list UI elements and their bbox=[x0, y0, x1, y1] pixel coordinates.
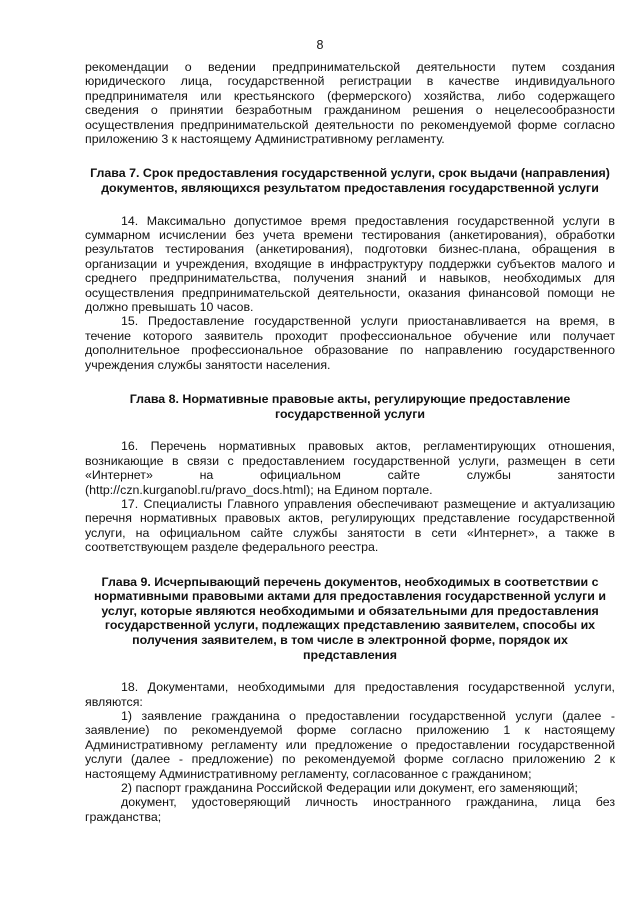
paragraph-18: 18. Документами, необходимыми для предоставления государственной услуги, являются: bbox=[85, 680, 615, 709]
chapter-9-heading: Глава 9. Исчерпывающий перечень документов, необходимых в соответствии с нормативными правовыми актами для предоставления государственной услуги и услуг, которые являются необходимыми и обязательными для предоставления государственной услуги, подлежащих представлению заявителем, способы их получения заявителем, в том числе в электронной форме, порядок их представления bbox=[94, 574, 606, 662]
paragraph-16: 16. Перечень нормативных правовых актов, регламентирующих отношения, возникающие в связи с предоставлением государственной услуги, размещен в сети «Интернет» на официальном сайте службы занятости (http://czn.kurganobl.ru/pravo_docs.html); на Едином портале. bbox=[85, 439, 615, 497]
paragraph-continuation: рекомендации о ведении предпринимательской деятельности путем создания юридического лица, государственной регистрации в качестве индивидуального предпринимателя или крестьянского (фермерского) хозяйства, либо содержащего сведения о принятии безработным гражданином решения о нецелесообразности осуществления предпринимательской деятельности по рекомендуемой форме согласно приложению 3 к настоящему Административному регламенту. bbox=[85, 60, 615, 147]
page-number: 8 bbox=[316, 38, 324, 52]
document-body bbox=[85, 60, 615, 824]
list-item-1: 1) заявление гражданина о предоставлении государственной услуги (далее - заявление) по рекомендуемой форме согласно приложению 1 к настоящему Административному регламенту или предложение о предоставлении государственной услуги (далее - предложение) по рекомендуемой форме согласно приложению 2 к настоящему Административному регламенту, согласованное с гражданином; bbox=[85, 708, 615, 781]
chapter-7-heading: Глава 7. Срок предоставления государственной услуги, срок выдачи (направления) документов, являющихся результатом предоставления государственной услуги bbox=[90, 166, 610, 196]
paragraph-17: 17. Специалисты Главного управления обеспечивают размещение и актуализацию перечня нормативных правовых актов, регулирующих представление государственной услуги, на официальном сайте службы занятости в сети «Интернет», а также в соответствующем разделе федерального реестра. bbox=[85, 496, 615, 555]
paragraph-14: 14. Максимально допустимое время предоставления государственной услуги в суммарном исчислении без учета времени тестирования (анкетирования), обработки результатов тестирования (анкетирования), подготовки бизнес-плана, обращения в организации и учреждения, входящие в инфраструктуру поддержки субъектов малого и среднего предпринимательства, получения знаний и навыков, необходимых для осуществления предпринимательской деятельности, оказания финансовой помощи не должно превышать 10 часов. bbox=[85, 213, 615, 315]
paragraph-15: 15. Предоставление государственной услуги приостанавливается на время, в течение которого заявитель проходит профессиональное обучение или получает дополнительное профессиональное образование по направлению государственного учреждения службы занятости населения. bbox=[85, 314, 615, 372]
chapter-8-heading: Глава 8. Нормативные правовые акты, регулирующие предоставление государственной услуги bbox=[129, 392, 571, 421]
list-item-2: 2) паспорт гражданина Российской Федерации или документ, его заменяющий; bbox=[121, 780, 578, 795]
list-item-2-continuation: документ, удостоверяющий личность иностранного гражданина, лица без гражданства; bbox=[85, 795, 615, 824]
